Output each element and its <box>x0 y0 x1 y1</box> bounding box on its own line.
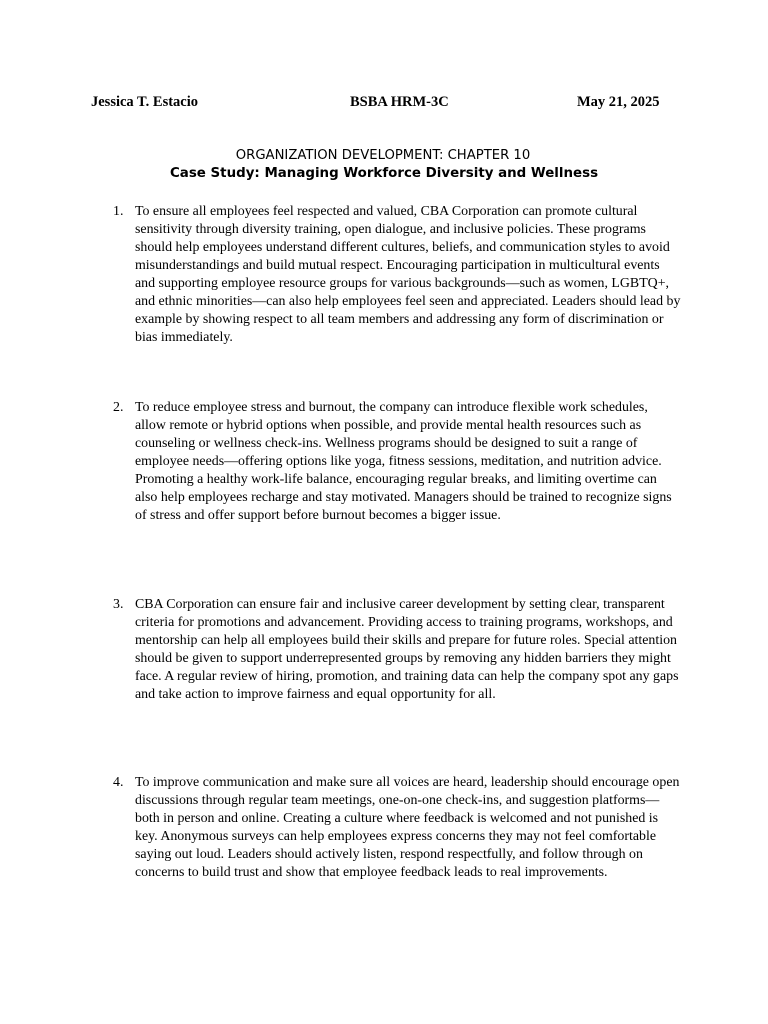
answer-number: 4. <box>113 775 124 790</box>
answer-text: CBA Corporation can ensure fair and inclusive career development by setting clear, transparent criteria for promotions and advancement. Providing access to training programs, workshops, and mentorship can help all employees build their skills and prepare for future roles. Special attention should be given to support underrepresented groups by removing any hidden barriers they might face. A regular review of hiring, promotion, and training data can help the company spot any gaps and take action to improve fairness and equal opportunity for all. <box>135 597 679 702</box>
chapter-title: ORGANIZATION DEVELOPMENT: CHAPTER 10 <box>235 148 531 163</box>
answer-text: To ensure all employees feel respected and valued, CBA Corporation can promote cultural sensitivity through diversity training, open dialogue, and inclusive policies. These programs should help employees understand different cultures, beliefs, and communication styles to avoid misunderstandings and build mutual respect. Encouraging participation in multicultural events and supporting employee resource groups for various backgrounds—such as women, LGBTQ+, and ethnic minorities—can also help employees feel seen and appreciated. Leaders should lead by example by showing respect to all team members and addressing any form of discrimination or bias immediately. <box>135 204 681 345</box>
answer-number: 1. <box>113 204 124 219</box>
submission-date: May 21, 2025 <box>577 94 660 110</box>
answer-number: 3. <box>113 597 124 612</box>
answer-number: 2. <box>113 400 124 415</box>
answer-text: To reduce employee stress and burnout, the company can introduce flexible work schedules, allow remote or hybrid options when possible, and provide mental health resources such as counseling or wellness check-ins. Wellness programs should be designed to suit a range of employee needs—offering options like yoga, fitness sessions, meditation, and nutrition advice. Promoting a healthy work-life balance, encouraging regular breaks, and limiting overtime can also help employees recharge and stay motivated. Managers should be trained to recognize signs of stress and offer support before burnout becomes a bigger issue. <box>135 400 672 523</box>
case-study-title: Case Study: Managing Workforce Diversity and Wellness <box>169 166 599 181</box>
course-section: BSBA HRM-3C <box>350 94 449 110</box>
answer-text: To improve communication and make sure all voices are heard, leadership should encourage open discussions through regular team meetings, one-on-one check-ins, and suggestion platforms—both in person and online. Creating a culture where feedback is welcomed and not punished is key. Anonymous surveys can help employees express concerns they may not feel comfortable saying out loud. Leaders should actively listen, respond respectfully, and follow through on concerns to build trust and show that employee feedback leads to real improvements. <box>135 775 680 880</box>
document-header <box>0 94 768 114</box>
student-name: Jessica T. Estacio <box>91 94 199 110</box>
title-block <box>0 147 768 184</box>
